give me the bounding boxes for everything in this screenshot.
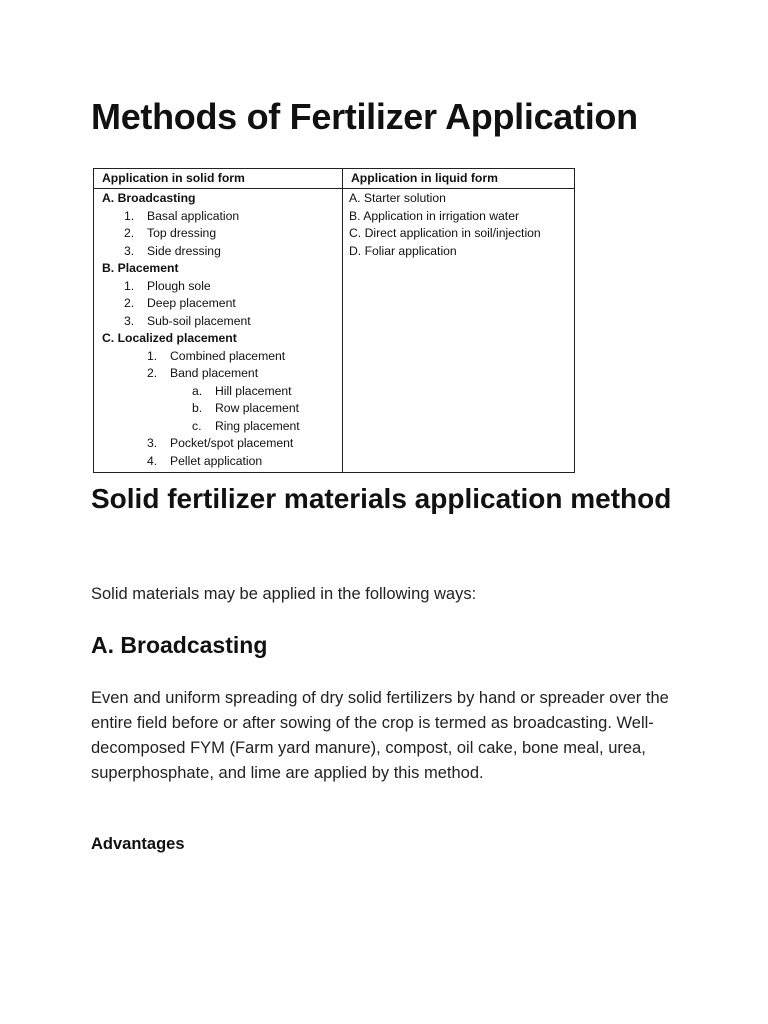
list-item: 2. Band placement: [147, 366, 259, 380]
liquid-column: [343, 189, 575, 473]
list-item: C. Direct application in soil/injection: [349, 226, 541, 240]
sub-list-item: b. Row placement: [192, 401, 299, 415]
section-heading: Solid fertilizer materials application method: [91, 483, 672, 514]
list-item: 1. Basal application: [124, 208, 240, 223]
subheading-broadcasting: A. Broadcasting: [91, 632, 268, 658]
list-item: B. Application in irrigation water: [349, 208, 520, 223]
section-localized-placement: C. Localized placement: [102, 331, 237, 345]
page-title: Methods of Fertilizer Application: [91, 96, 638, 137]
sub-list-item: c. Ring placement: [192, 418, 300, 433]
solid-column: [94, 189, 343, 473]
list-item: A. Starter solution: [349, 191, 446, 205]
section-placement: B. Placement: [102, 261, 179, 275]
header-solid: Application in solid form: [94, 169, 343, 189]
list-item: 1. Combined placement: [147, 348, 286, 363]
advantages-heading: Advantages: [91, 835, 185, 853]
list-item: 3. Side dressing: [124, 243, 221, 258]
list-item: 3. Pocket/spot placement: [147, 436, 294, 450]
list-item: 1. Plough sole: [124, 278, 211, 293]
table-body-row: [94, 189, 575, 473]
sub-list-item: a. Hill placement: [192, 383, 292, 398]
list-item: 3. Sub-soil placement: [124, 313, 251, 328]
header-liquid: Application in liquid form: [343, 169, 575, 189]
list-item: 2. Top dressing: [124, 226, 217, 240]
table-header-row: [94, 169, 575, 189]
list-item: 4. Pellet application: [147, 453, 263, 468]
section-broadcasting: A. Broadcasting: [102, 191, 196, 205]
list-item: 2. Deep placement: [124, 296, 236, 310]
list-item: D. Foliar application: [349, 243, 457, 258]
fertilizer-methods-table: [93, 168, 575, 473]
body-paragraph: Even and uniform spreading of dry solid fertilizers by hand or spreader over the entire field before or after sowing of the crop is termed as broadcasting. Well-decomposed FYM (Farm yard manure), compost, oil cake, bone meal, urea, superphosphate, and lime are applied by this method.: [91, 689, 669, 782]
intro-paragraph: Solid materials may be applied in the following ways:: [91, 585, 477, 603]
